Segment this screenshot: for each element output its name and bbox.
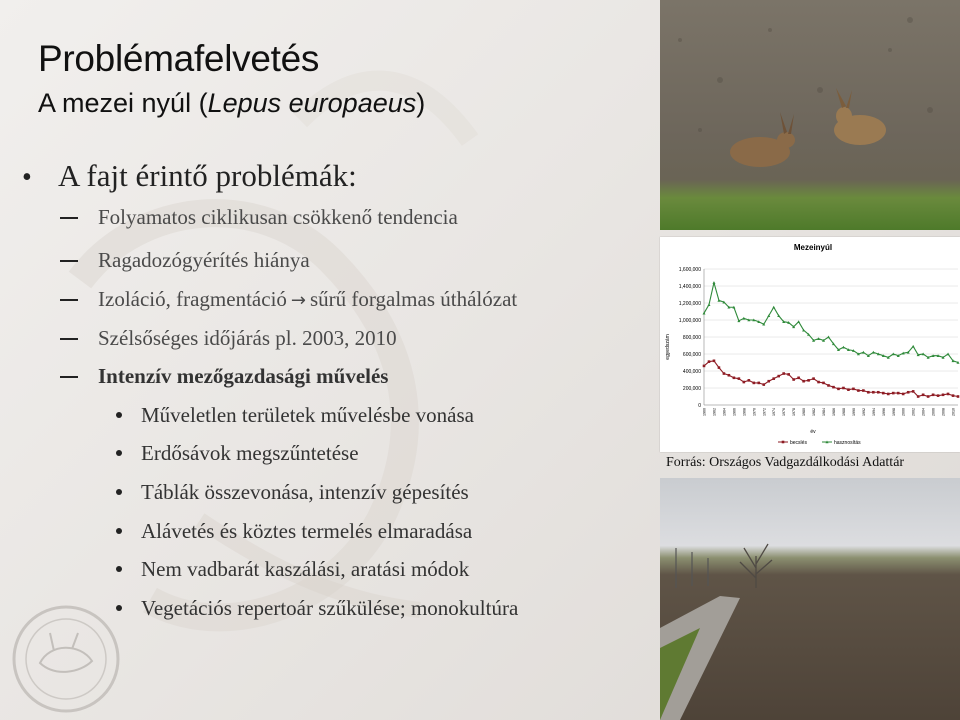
x-tick-label: 1984 [822, 408, 827, 416]
data-point [753, 382, 756, 385]
x-tick-label: 1994 [871, 408, 876, 416]
data-point [777, 375, 780, 378]
data-point [723, 372, 726, 375]
latin-name: Lepus europaeus [207, 88, 417, 118]
data-point [807, 379, 810, 382]
data-point [708, 360, 711, 363]
data-point [718, 366, 721, 369]
data-point [877, 391, 880, 394]
y-tick-label: 0 [698, 403, 701, 409]
farming-item: Vegetációs repertoár szűkülése; monokultúra [116, 596, 518, 621]
data-point [728, 374, 731, 377]
data-point [857, 389, 860, 392]
bullet-icon [116, 489, 122, 495]
data-point [757, 382, 760, 385]
y-tick-label: 400,000 [682, 369, 701, 375]
subpoint: Izoláció, fragmentáció → sűrű forgalmas úthálózat [60, 287, 517, 312]
hare-photo [660, 0, 960, 230]
data-point [872, 391, 875, 394]
y-tick-label: 800,000 [682, 335, 701, 341]
subpoint-farming: Intenzív mezőgazdasági művelés [60, 364, 388, 389]
subtitle-text: A mezei nyúl ( [38, 88, 208, 118]
data-point [902, 393, 905, 396]
dash-icon [60, 217, 78, 219]
x-tick-label: 1992 [861, 408, 866, 416]
data-point [772, 306, 775, 309]
x-tick-label: 1964 [722, 408, 727, 416]
data-point [733, 377, 736, 380]
data-point [897, 392, 900, 395]
y-tick-label: 1,200,000 [678, 301, 701, 307]
data-point [762, 383, 765, 386]
x-tick-label: 1962 [712, 408, 717, 416]
x-tick-label: 1986 [831, 408, 836, 416]
x-tick-label: 1982 [812, 408, 817, 416]
data-point [802, 380, 805, 383]
data-point [942, 394, 945, 397]
bullet-icon: • [22, 162, 32, 193]
data-point [912, 390, 915, 393]
data-point [932, 394, 935, 397]
main-bullet-text: A fajt érintő problémák: [58, 158, 357, 193]
farming-item: Alávetés és köztes termelés elmaradása [116, 519, 472, 544]
y-tick-label: 1,600,000 [678, 267, 701, 273]
subpoint: Szélsőséges időjárás pl. 2003, 2010 [60, 326, 397, 351]
x-tick-label: 1972 [762, 408, 767, 416]
legend-label: becslés [790, 440, 807, 446]
x-tick-label: 2006 [931, 408, 936, 416]
chart-grid [704, 269, 958, 405]
farming-item: Erdősávok megszűntetése [116, 441, 359, 466]
slide-subtitle [38, 88, 425, 119]
series-line-hasznositas [704, 283, 958, 363]
data-point [937, 394, 940, 397]
x-tick-label: 1998 [891, 408, 896, 416]
x-tick-label: 1978 [792, 408, 797, 416]
data-point [817, 381, 820, 384]
legend-label: hasznosítás [834, 440, 861, 446]
data-point [852, 388, 855, 391]
x-tick-label: 1988 [841, 408, 846, 416]
chart-legend [778, 440, 861, 446]
x-tick-label: 1976 [782, 408, 787, 416]
data-point [927, 395, 930, 398]
data-point [797, 377, 800, 380]
data-point [862, 389, 865, 392]
data-point [703, 365, 706, 368]
dash-icon [60, 338, 78, 340]
x-tick-label: 1990 [851, 408, 856, 416]
data-point [787, 373, 790, 376]
x-tick-label: 1970 [752, 408, 757, 416]
data-point [738, 377, 741, 380]
series-line-becsles [704, 361, 958, 397]
data-point [947, 393, 950, 396]
legend-marker [782, 441, 785, 444]
data-point [712, 281, 715, 284]
data-point [917, 395, 920, 398]
data-point [748, 379, 751, 382]
data-point [837, 388, 840, 391]
data-point [743, 381, 746, 384]
data-point [867, 391, 870, 394]
y-axis-label: egyedszám [665, 334, 671, 360]
farming-item: Nem vadbarát kaszálási, aratási módok [116, 557, 469, 582]
dash-icon [60, 376, 78, 378]
y-tick-label: 1,400,000 [678, 284, 701, 290]
data-point [767, 380, 770, 383]
institute-logo [10, 603, 122, 715]
x-tick-label: 2000 [901, 408, 906, 416]
data-point [907, 391, 910, 394]
data-point [892, 392, 895, 395]
data-point [887, 393, 890, 396]
chart-svg [660, 237, 960, 452]
data-point [792, 378, 795, 381]
bullet-icon [116, 528, 122, 534]
subpoint: Folyamatos ciklikusan csökkenő tendencia [60, 205, 458, 230]
arrow-right-icon: → [290, 290, 306, 311]
data-point [847, 388, 850, 391]
data-point [922, 394, 925, 397]
data-point [797, 320, 800, 323]
subpoint: Ragadozógyérítés hiánya [60, 248, 310, 273]
data-point [882, 392, 885, 395]
field-photo [660, 478, 960, 720]
chart-series [703, 281, 960, 398]
subtitle-suffix: ) [416, 88, 426, 118]
y-tick-label: 1,000,000 [678, 318, 701, 324]
x-tick-label: 1974 [772, 408, 777, 416]
x-tick-label: 1966 [732, 408, 737, 416]
x-tick-label: 2004 [921, 408, 926, 416]
data-point [827, 384, 830, 387]
farming-item: Műveletlen területek művelésbe vonása [116, 403, 474, 428]
data-point [782, 372, 785, 375]
chart-source: Forrás: Országos Vadgazdálkodási Adattár [666, 455, 905, 470]
slide-title: Problémafelvetés [38, 38, 320, 79]
data-point [952, 394, 955, 397]
data-point [772, 377, 775, 380]
population-chart [660, 237, 960, 452]
main-bullet [22, 158, 357, 194]
bullet-icon [116, 412, 122, 418]
bullet-icon [116, 566, 122, 572]
x-tick-label: 2008 [941, 408, 946, 416]
data-point [812, 377, 815, 380]
data-point [842, 346, 845, 349]
data-point [832, 386, 835, 389]
x-axis-ticks [703, 408, 956, 416]
dash-icon [60, 299, 78, 301]
x-tick-label: 1968 [742, 408, 747, 416]
x-axis-label: év [810, 429, 816, 435]
farming-item: Táblák összevonása, intenzív gépesítés [116, 480, 469, 505]
y-tick-label: 200,000 [682, 386, 701, 392]
data-point [957, 395, 960, 398]
x-tick-label: 2002 [911, 408, 916, 416]
y-axis-ticks [679, 267, 701, 409]
data-point [707, 303, 710, 306]
x-tick-label: 1980 [802, 408, 807, 416]
bullet-icon [116, 450, 122, 456]
x-tick-label: 1960 [702, 408, 707, 416]
x-tick-label: 2010 [951, 408, 956, 416]
data-point [822, 382, 825, 385]
x-tick-label: 1996 [881, 408, 886, 416]
data-point [842, 387, 845, 390]
dash-icon [60, 260, 78, 262]
chart-title: Mezeinyúl [793, 243, 833, 252]
data-point [713, 360, 716, 363]
data-point [912, 345, 915, 348]
y-tick-label: 600,000 [682, 352, 701, 358]
